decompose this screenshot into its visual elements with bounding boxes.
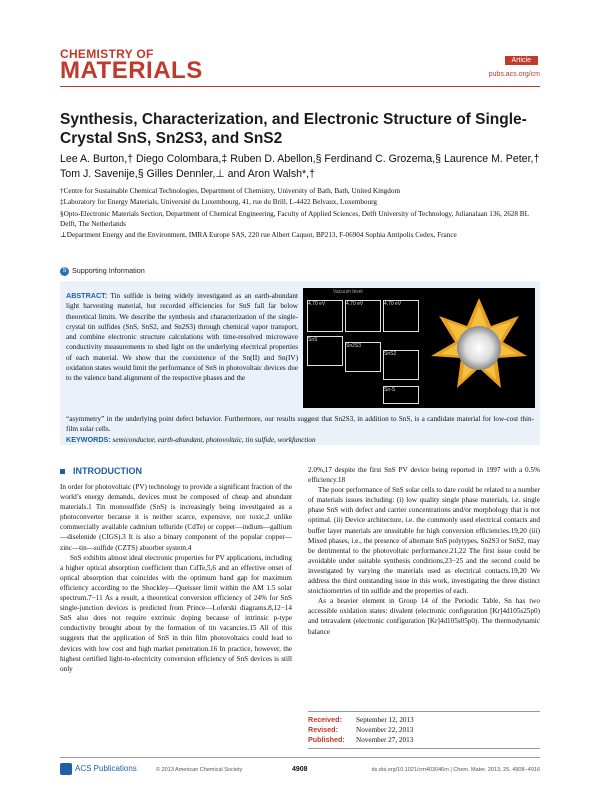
article-title: Synthesis, Characterization, and Electronic Structure of Single-Crystal SnS, Sn2S3, and SnS2 xyxy=(60,111,527,147)
toc-level-box xyxy=(345,342,381,372)
intro-right-column xyxy=(308,465,540,637)
paragraph: As a heavier element in Group 14 of the Periodic Table, Sn has two accessible oxidation states: divalent (electronic configuration [Kr]4d105s25p0) and tetravalent (electronic configuration [Kr]4d105s05p0). The thermodynamic balance xyxy=(308,597,540,636)
section-heading-label: INTRODUCTION xyxy=(73,466,142,476)
toc-label-5: Sn2S3 xyxy=(346,343,362,349)
footer-divider xyxy=(60,757,540,758)
toc-label-6: SnS2 xyxy=(384,351,397,357)
paragraph: SnS exhibits almost ideal electronic properties for PV applications, including a higher optical absorption coefficient than CdTe,5,6 and an effective onset of optical absorption that coincides with the optimum band gap for maximum efficiency according to the Shockley—Queisser limit within the AM 1.5 solar spectrum.7−11 As a result, a theoretical conversion efficiency of 24% for SnS single-junction devices is predicted from Prince—Loferski diagrams.8,12−14 SnS also does not require extrinsic doping because of intrinsic p-type conductivity brought about by the formation of tin vacancies.15 All of this suggests that the application of SnS in thin film photovoltaics could lead to devices with low cost and high market penetration.16 In practice, however, the highest certified light-to-electricity conversion efficiency of SnS devices is still only xyxy=(60,553,292,673)
section-heading-introduction xyxy=(60,466,142,476)
toc-graphic xyxy=(303,288,535,408)
page-number: 4908 xyxy=(292,766,308,773)
paragraph: The poor performance of SnS solar cells to date could be related to a number of materials issues including: (i) low quality single phase materials, i.e. single phase SnS with defect and carrier concentrations and/or morphology that is not optimal. (ii) Device architecture, i.e. the commonly used electrical contacts and buffer layer materials are unsuitable for high conversion efficiencies.19,20 (iii) Mixed phases, i.e., the presence of alternate SnS polytypes, Sn2S3 or SnS2, may be detrimental to the photovoltaic performance.21,22 The first issue could be avoidable under suitable synthesis conditions,23−25 and the second could be investigated by varying the materials used as electrical contacts.19,20 We address the third outstanding issue in this work, investigating the three distinct stoichiometries of tin sulfide and the properties of each. xyxy=(308,486,540,596)
keywords-label: KEYWORDS: xyxy=(66,435,111,444)
toc-label-2: 4.70 eV xyxy=(346,301,364,307)
keywords-list: semiconductor, earth-abundant, photovoltaic, tin sulfide, workfunction xyxy=(112,436,316,444)
toc-label-3: 4.70 eV xyxy=(384,301,402,307)
toc-level-box xyxy=(345,300,381,332)
intro-left-column xyxy=(60,482,292,674)
toc-caption: Vacuum level xyxy=(333,289,363,295)
date-value: November 22, 2013 xyxy=(356,726,414,734)
journal-url-link[interactable]: pubs.acs.org/cm xyxy=(488,71,540,78)
supporting-info-label: Supporting Information xyxy=(72,266,145,275)
toc-label-1: 4.70 eV xyxy=(308,301,326,307)
publisher-logo[interactable] xyxy=(60,763,137,775)
paragraph: In order for photovoltaic (PV) technology to provide a significant fraction of the world’s energy demands, devices must be composed of cheap and abundant materials.1 Tin monosulfide (SnS) is increasingly being investigated as a photoconverter because it is neither scarce, expensive, nor toxic,2 unlike commercially available cadmium telluride (CdTe) or copper—indium—gallium—diselenide (CIGS).3 It is also a binary component of the popular copper—zinc—tin—sulfide (CZTS) absorber system.4 xyxy=(60,483,292,552)
date-published xyxy=(308,735,540,745)
date-value: November 27, 2013 xyxy=(356,736,414,744)
publication-dates xyxy=(308,711,540,749)
affiliation-1: †Centre for Sustainable Chemical Technologies, Department of Chemistry, University of Bath, Bath, United Kingdom xyxy=(60,187,401,195)
journal-name-main: MATERIALS xyxy=(60,57,203,84)
affiliation-2: ‡Laboratory for Energy Materials, Université du Luxembourg, 41, rue du Brill, L-4422 Belvaux, Luxembourg xyxy=(60,198,377,207)
paragraph: 2.0%,17 despite the first SnS PV device being reported in 1997 with a 0.5% efficiency.18 xyxy=(308,466,540,485)
section-marker-icon xyxy=(60,469,65,474)
doi-citation[interactable]: dx.doi.org/10.1021/cm403046m | Chem. Mater. 2013, 25, 4908−4916 xyxy=(371,767,540,773)
date-label: Published: xyxy=(308,735,345,744)
abstract-label: ABSTRACT: xyxy=(66,291,108,300)
keywords xyxy=(66,435,534,445)
affiliations xyxy=(60,186,540,241)
date-received xyxy=(308,715,540,725)
copyright: © 2013 American Chemical Society xyxy=(156,767,243,773)
toc-level-box xyxy=(307,300,343,332)
supporting-info-link[interactable] xyxy=(60,266,145,276)
abstract-body: Tin sulfide is being widely investigated as an earth-abundant light harvesting material, but recorded efficiencies for SnS fall far below theoretical limits. We describe the synthesis and characterization of the single-crystal tin sulfides (SnS, SnS2, and Sn2S3) through chemical vapor transport, and combine electronic structure calculations with time-resolved microwave conductivity measurements to shed light on the underlying electrical properties of each material. We show that the coexistence of the Sn(II) and Sn(IV) oxidation states would limit the performance of SnS in photovoltaic devices due to the valence band alignment of the respective phases and the xyxy=(66,292,298,383)
affiliation-4: ⊥Department Energy and the Environment, IMRA Europe SAS, 220 rue Albert Caquot, BP213, F-06904 Sophia Antipolis Cedex, France xyxy=(60,231,457,240)
journal-logo xyxy=(60,48,203,83)
supporting-info-icon: S xyxy=(60,267,69,276)
author-list: Lee A. Burton,† Diego Colombara,‡ Ruben D. Abellon,§ Ferdinand C. Grozema,§ Laurence M. Peter,† Tom J. Savenije,§ Gilles Dennler,⊥ and Aron Walsh*,† xyxy=(60,153,540,180)
toc-label-4: SnS xyxy=(308,337,318,343)
date-value: September 12, 2013 xyxy=(356,716,414,724)
journal-name-top: CHEMISTRY OF xyxy=(60,47,154,61)
toc-label-7: Sn-S xyxy=(384,387,396,393)
acs-logo-icon xyxy=(60,763,72,775)
affiliation-3: §Opto-Electronic Materials Section, Department of Chemical Engineering, Faculty of Applied Sciences, Delft University of Technology, Julianalaan 136, 2628 BL Delft, The Netherlands xyxy=(60,209,529,228)
date-label: Received: xyxy=(308,715,342,724)
header-divider xyxy=(60,86,540,87)
publisher-name: ACS Publications xyxy=(75,764,137,774)
date-label: Revised: xyxy=(308,725,338,734)
crystal-structure-image xyxy=(427,296,531,400)
toc-level-box xyxy=(383,350,419,380)
toc-level-box xyxy=(307,336,343,366)
abstract-text xyxy=(66,291,298,384)
toc-level-box xyxy=(383,300,419,332)
toc-level-box xyxy=(383,386,419,404)
abstract-continuation: “asymmetry” in the underlying point defect behavior. Furthermore, our results suggest that Sn2S3, in addition to SnS, is a candidate material for low-cost thin-film solar cells. xyxy=(66,415,534,434)
article-type-badge: Article xyxy=(505,56,538,65)
date-revised xyxy=(308,725,540,735)
